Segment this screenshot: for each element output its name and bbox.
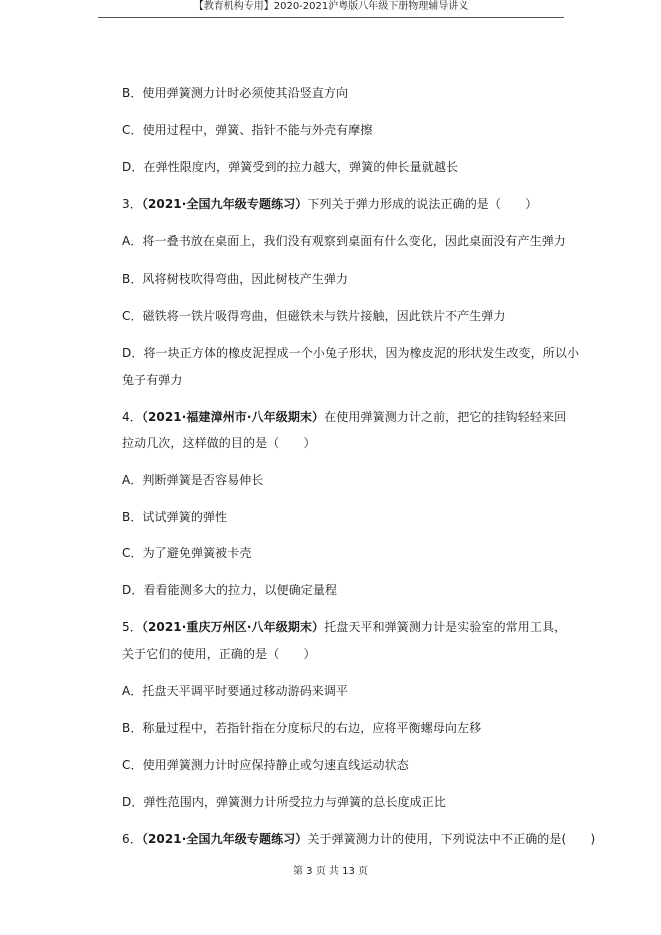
line-4: A．将一叠书放在桌面上，我们没有观察到桌面有什么变化，因此桌面没有产生弹力 <box>122 234 566 248</box>
page-footer <box>0 866 661 878</box>
line-19: C．使用弹簧测力计时应保持静止或匀速直线运动状态 <box>122 758 409 772</box>
line-20: D．弹性范围内，弹簧测力计所受拉力与弹簧的总长度成正比 <box>122 795 446 809</box>
line-10: 拉动几次，这样做的目的是（ ） <box>122 436 316 450</box>
line-2: D．在弹性限度内，弹簧受到的拉力越大，弹簧的伸长量就越长 <box>122 160 459 174</box>
line-7: D．将一块正方体的橡皮泥捏成一个小兔子形状，因为橡皮泥的形状发生改变，所以小 <box>122 346 580 360</box>
page-header <box>98 0 564 18</box>
question-4: 4．（2021·福建漳州市·八年级期末）在使用弹簧测力计之前，把它的挂钩轻轻来回 <box>122 410 567 424</box>
page-number: 第 3 页 共 13 页 <box>293 866 368 877</box>
line-1: C．使用过程中，弹簧、指针不能与外壳有摩擦 <box>122 123 373 137</box>
line-12: B．试试弹簧的弹性 <box>122 510 228 524</box>
line-0: B．使用弹簧测力计时必须使其沿竖直方向 <box>122 86 349 100</box>
line-11: A．判断弹簧是否容易伸长 <box>122 473 264 487</box>
line-14: D．看看能测多大的拉力，以便确定量程 <box>122 583 338 597</box>
line-17: A．托盘天平调平时要通过移动游码来调平 <box>122 684 349 698</box>
line-5: B．风将树枝吹得弯曲，因此树枝产生弹力 <box>122 272 349 286</box>
question-6: 6．（2021·全国九年级专题练习）关于弹簧测力计的使用，下列说法中不正确的是( ) <box>122 832 596 846</box>
question-5: 5．（2021·重庆万州区·八年级期末）托盘天平和弹簧测力计是实验室的常用工具， <box>122 620 567 634</box>
header-title: 【教育机构专用】2020-2021沪粤版八年级下册物理辅导讲义 <box>193 1 469 12</box>
line-13: C．为了避免弹簧被卡壳 <box>122 546 252 560</box>
line-6: C．磁铁将一铁片吸得弯曲，但磁铁未与铁片接触，因此铁片不产生弹力 <box>122 309 506 323</box>
line-16: 关于它们的使用，正确的是（ ） <box>122 647 316 661</box>
question-3: 3．（2021·全国九年级专题练习）下列关于弹力形成的说法正确的是（ ） <box>122 197 538 211</box>
line-18: B．称量过程中，若指针指在分度标尺的右边，应将平衡螺母向左移 <box>122 721 482 735</box>
line-8: 兔子有弹力 <box>122 373 183 387</box>
